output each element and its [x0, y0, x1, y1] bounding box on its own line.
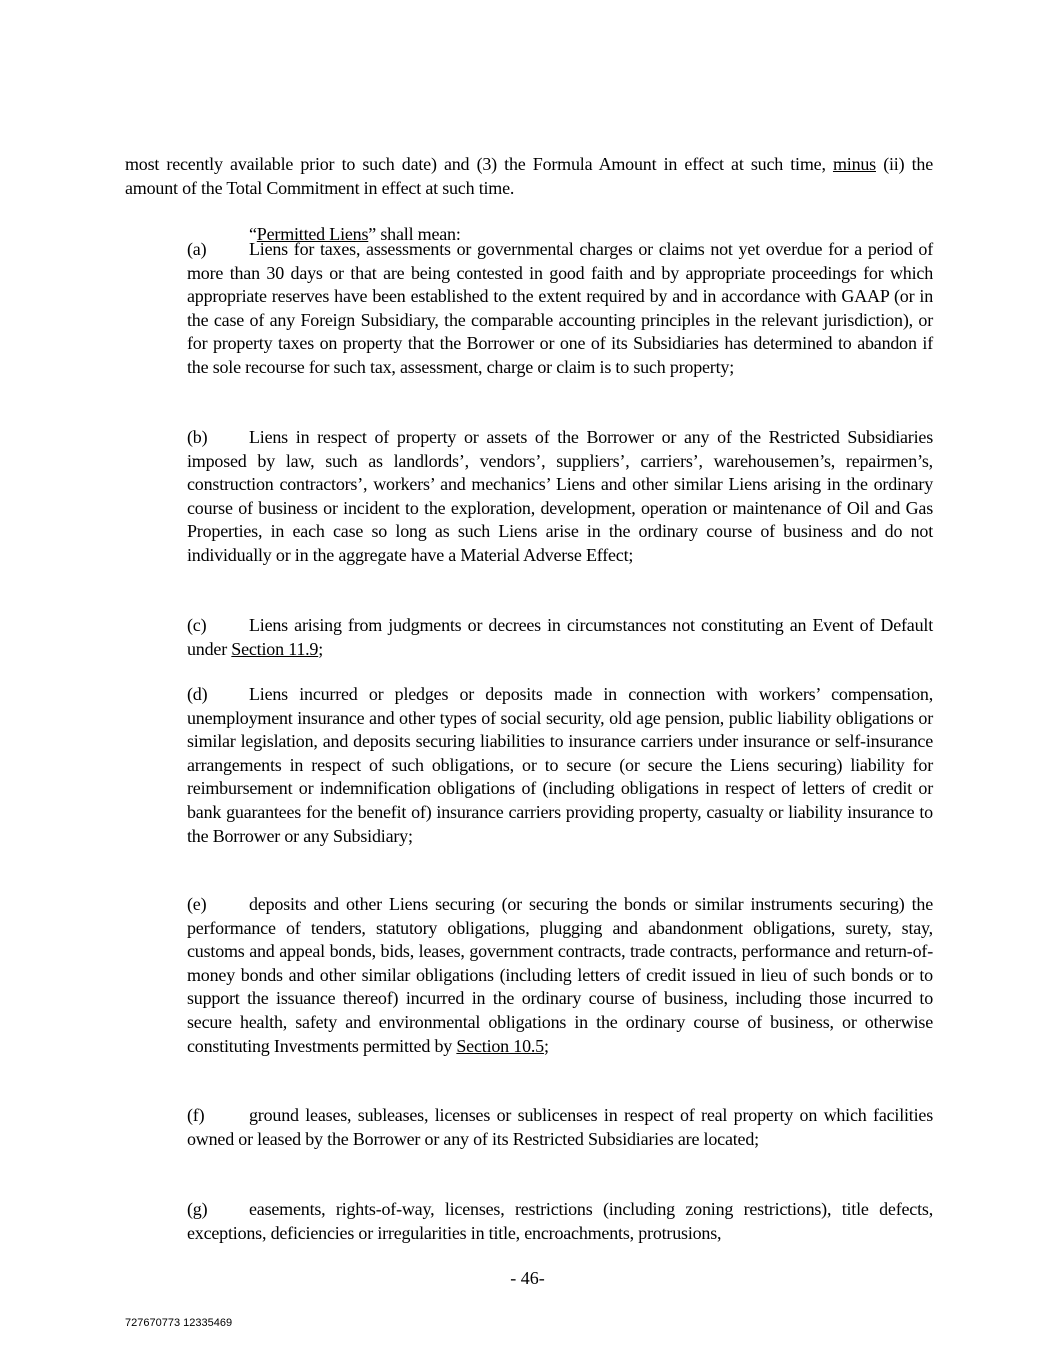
clause-text: ground leases, subleases, licenses or sublicenses in respect of real property on which facilities owned or leased by the Borrower or any of its Restricted Subsidiaries are located; — [187, 1105, 933, 1149]
clause-b — [187, 426, 933, 568]
clause-label: (c) — [187, 615, 207, 635]
clause-c: (c) Liens arising from judgments or decrees in circumstances not constituting an Event of Default under Section 11.9; — [187, 615, 933, 659]
clause-label: (g) — [187, 1199, 208, 1219]
page-number: - 46- — [510, 1268, 545, 1288]
document-id: 727670773 12335469 — [125, 1317, 233, 1329]
clause-f — [187, 1104, 933, 1151]
section-reference: Section 10.5 — [456, 1035, 544, 1056]
clause-d — [187, 683, 933, 848]
clause-label: (b) — [187, 427, 208, 447]
clause-label: (d) — [187, 684, 208, 704]
clause-label: (f) — [187, 1105, 205, 1125]
clause-label: (e) — [187, 894, 207, 914]
clause-label: (a) — [187, 239, 207, 259]
clause-text: Liens in respect of property or assets of the Borrower or any of the Restricted Subsidiaries imposed by law, such as landlords’, vendors’, suppliers’, carriers’, warehousemen’s, repairmen’s, construction contractors’, workers’ and mechanics’ Liens and other similar Liens arising in the ordinary course of business or incident to the exploration, development, operation or maintenance of Oil and Gas Properties, in each case so long as such Liens arise in the ordinary course of business and do not individually or in the aggregate have a Material Adverse Effect; — [187, 427, 933, 565]
clause-text: Liens incurred or pledges or deposits made in connection with workers’ compensation, unemployment insurance and other types of social security, old age pension, public liability obligations or similar legislation, and deposits securing liabilities to insurance carriers under insurance or self-insurance arrangements in respect of such obligations, or to secure (or secure the Liens securing) liability for reimbursement or indemnification obligations of (including obligations in respect of letters of credit or bank guarantees for the benefit of) insurance carriers providing property, casualty or liability insurance to the Borrower or any Subsidiary; — [187, 684, 933, 846]
section-reference: Section 11.9 — [231, 638, 319, 659]
defined-term: Permitted Liens — [256, 224, 369, 244]
clause-g — [187, 1198, 933, 1245]
clause-text: easements, rights-of-way, licenses, restrictions (including zoning restrictions), title defects, exceptions, deficiencies or irregularities in title, encroachments, protrusions, — [187, 1199, 933, 1243]
clause-a — [187, 238, 933, 380]
clause-text: Liens for taxes, assessments or governmental charges or claims not yet overdue for a period of more than 30 days or that are being contested in good faith and by appropriate proceedings for which appropriate reserves have been established to the extent required by and in accordance with GAAP (or in the case of any Foreign Subsidiary, the comparable accounting principles in the relevant jurisdiction), or for property taxes on property that the Borrower or one of its Subsidiaries has determined to abandon if the sole recourse for such tax, assessment, charge or claim is to such property; — [187, 239, 933, 377]
minus-term: minus — [832, 154, 876, 174]
clause-text: deposits and other Liens securing (or securing the bonds or similar instruments securing) the performance of tenders, statutory obligations, plugging and abandonment obligations, surety, stay, customs and appeal bonds, bids, leases, government contracts, trade contracts, performance and return-of-money bonds and other similar obligations (including letters of credit issued in lieu of such bonds or to support the issuance thereof) incurred in the ordinary course of business, including those incurred to secure health, safety and environmental obligations in the ordinary course of business, or otherwise constituting Investments permitted by — [187, 894, 933, 1056]
intro-paragraph: most recently available prior to such date) and (3) the Formula Amount in effect at such time, minus (ii) the amount of the Total Commitment in effect at such time. — [125, 154, 933, 198]
clause-e: (e) deposits and other Liens securing (or securing the bonds or similar instruments securing) the performance of tenders, statutory obligations, plugging and abandonment obligations, surety, stay, customs and appeal bonds, bids, leases, government contracts, trade contracts, performance and return-of-money bonds and other similar obligations (including letters of credit issued in lieu of such bonds or to support the issuance thereof) incurred in the ordinary course of business, including those incurred to secure health, safety and environmental obligations in the ordinary course of business, or otherwise constituting Investments permitted by Section 10.5; — [187, 894, 933, 1056]
clause-text: Liens arising from judgments or decrees in circumstances not constituting an Event of Default under — [187, 615, 933, 659]
definition-heading: “Permitted Liens” shall mean: — [249, 224, 461, 244]
